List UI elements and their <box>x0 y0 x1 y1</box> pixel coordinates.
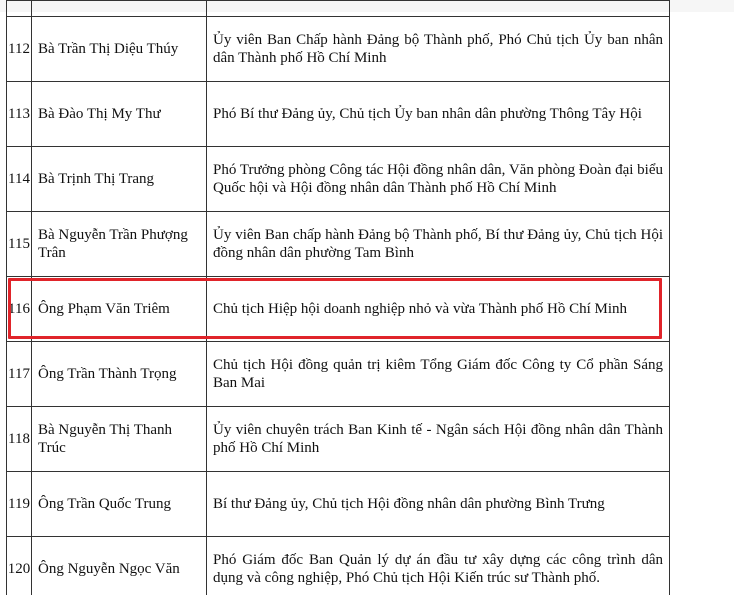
table-row-previous-end <box>7 1 670 17</box>
row-name: Ông Trần Thành Trọng <box>32 342 207 407</box>
table-row <box>7 17 670 82</box>
row-name: Bà Đào Thị My Thư <box>32 82 207 147</box>
table-row <box>7 342 670 407</box>
table-row <box>7 472 670 537</box>
row-role: Ủy viên chuyên trách Ban Kinh tế - Ngân sách Hội đồng nhân dân Thành phố Hồ Chí Minh <box>207 407 670 472</box>
table-row <box>7 537 670 595</box>
row-number: 116 <box>7 277 32 342</box>
row-role: Phó Bí thư Đảng ủy, Chủ tịch Ủy ban nhân dân phường Thông Tây Hội <box>207 82 670 147</box>
table-row <box>7 212 670 277</box>
row-name: Ông Trần Quốc Trung <box>32 472 207 537</box>
delegate-table <box>6 0 670 595</box>
table-row <box>7 147 670 212</box>
row-name: Ông Nguyễn Ngọc Văn <box>32 537 207 595</box>
row-name-cell <box>32 1 207 17</box>
row-number: 114 <box>7 147 32 212</box>
row-number: 112 <box>7 17 32 82</box>
row-name: Ông Phạm Văn Triêm <box>32 277 207 342</box>
row-name: Bà Nguyễn Trần Phượng Trân <box>32 212 207 277</box>
row-role: Chủ tịch Hội đồng quản trị kiêm Tổng Giám đốc Công ty Cổ phần Sáng Ban Mai <box>207 342 670 407</box>
table-row-highlighted <box>7 277 670 342</box>
row-number: 113 <box>7 82 32 147</box>
row-role: Ủy viên Ban chấp hành Đảng bộ Thành phố, Bí thư Đảng ủy, Chủ tịch Hội đồng nhân dân phường Tam Bình <box>207 212 670 277</box>
row-role: Chủ tịch Hiệp hội doanh nghiệp nhỏ và vừa Thành phố Hồ Chí Minh <box>207 277 670 342</box>
row-role: Phó Trưởng phòng Công tác Hội đồng nhân dân, Văn phòng Đoàn đại biểu Quốc hội và Hội đồng nhân dân Thành phố Hồ Chí Minh <box>207 147 670 212</box>
row-name: Bà Nguyễn Thị Thanh Trúc <box>32 407 207 472</box>
row-role-cell <box>207 1 670 17</box>
row-number: 119 <box>7 472 32 537</box>
row-name: Bà Trần Thị Diệu Thúy <box>32 17 207 82</box>
row-number: 117 <box>7 342 32 407</box>
row-number: 120 <box>7 537 32 595</box>
page-right-margin <box>734 0 745 595</box>
row-number-cell <box>7 1 32 17</box>
row-role: Phó Giám đốc Ban Quản lý dự án đầu tư xây dựng các công trình dân dụng và công nghiệp, Phó Chủ tịch Hội Kiến trúc sư Thành phố. <box>207 537 670 595</box>
row-number: 118 <box>7 407 32 472</box>
table-row <box>7 82 670 147</box>
row-number: 115 <box>7 212 32 277</box>
row-role: Bí thư Đảng ủy, Chủ tịch Hội đồng nhân dân phường Bình Trưng <box>207 472 670 537</box>
row-name: Bà Trịnh Thị Trang <box>32 147 207 212</box>
table-row <box>7 407 670 472</box>
row-role: Ủy viên Ban Chấp hành Đảng bộ Thành phố, Phó Chủ tịch Ủy ban nhân dân Thành phố Hồ Chí Minh <box>207 17 670 82</box>
